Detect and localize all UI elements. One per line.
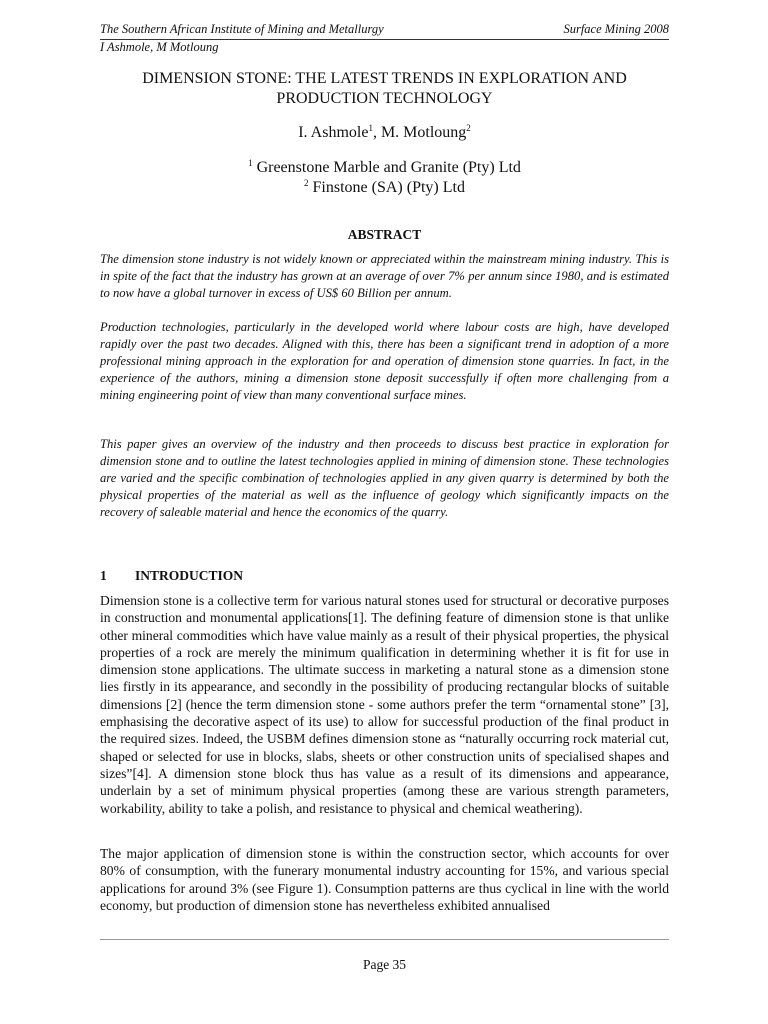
page-number: Page 35 — [362, 957, 407, 972]
abstract-paragraph-2: Production technologies, particularly in the developed world where labour costs are high, have developed rapidly over the past two decades. Aligned with this, there has been a significant trend in adoption of a more professional mining approach in the exploration for and operation of dimension stone quarries. In fact, in the experience of the authors, mining a dimension stone deposit successfully if often more challenging from a mining engineering point of view than many conventional surface mines. — [100, 320, 669, 402]
section-heading — [100, 568, 243, 584]
header-institute: The Southern African Institute of Mining and Metallurgy — [100, 22, 384, 36]
author-1: I. Ashmole — [298, 124, 369, 141]
abstract-heading: ABSTRACT — [347, 227, 422, 242]
affiliation-1-text: Greenstone Marble and Granite (Pty) Ltd — [256, 159, 521, 176]
author-2-sup: 2 — [466, 123, 471, 133]
section-title: INTRODUCTION — [135, 568, 244, 583]
author-2: M. Motloung — [380, 124, 467, 141]
running-header — [100, 22, 669, 37]
title-line-1: DIMENSION STONE: THE LATEST TRENDS IN EXPLORATION AND — [142, 70, 627, 87]
author-line: I. Ashmole$^1$, M. Motloung$^2$ — [298, 123, 471, 141]
abstract-paragraph-3: This paper gives an overview of the industry and then proceeds to discuss best practice in exploration for dimension stone and to outline the latest technologies applied in mining of dimension stone. These technologies are varied and the specific combination of technologies applied in any given quarry is determined by both the physical properties of the material as well as the influence of geology which significantly impacts on the recovery of saleable material and hence the economics of the quarry. — [100, 437, 669, 519]
abstract-paragraph-1: The dimension stone industry is not widely known or appreciated within the mainstream mining industry. This is in spite of the fact that the industry has grown at an average of over 7% per annum since 1980, and is estimated to now have a global turnover in excess of US$ 60 Billion per annum. — [100, 252, 669, 300]
author-1-sup: 1 — [368, 123, 373, 133]
affiliations — [100, 158, 669, 198]
affiliation-2-text: Finstone (SA) (Pty) Ltd — [312, 179, 465, 196]
intro-paragraph-1: Dimension stone is a collective term for various natural stones used for structural or decorative purposes in construction and monumental applications[1]. The defining feature of dimension stone is that unlike other mineral commodities which have value mainly as a result of their physical properties, the physical properties of a rock are merely the minimum qualification in determining whether it is fit for use in dimension stone applications. The ultimate success in marketing a natural stone as a dimension stone lies firstly in its appearance, and secondly in the possibility of producing rectangular blocks of suitable dimensions [2] (hence the term dimension stone - some authors prefer the term “ornamental stone” [3], emphasising the decorative aspect of its use) to allow for successful production of the final product in the required sizes. Indeed, the USBM defines dimension stone as “naturally occurring rock material cut, shaped or selected for use in blocks, slabs, sheets or other construction units of specialised shapes and sizes”[4]. A dimension stone block thus has value as a result of its dimensions and appearance, underlain by a set of minimum physical properties (among these are various strength parameters, workability, ability to take a polish, and resistance to physical and chemical weathering). — [100, 593, 669, 816]
section-number: 1 — [100, 568, 107, 583]
affiliation-2-sup: 2 — [304, 178, 309, 188]
affiliation-2 — [100, 178, 669, 198]
intro-paragraph-2: The major application of dimension stone is within the construction sector, which accounts for over 80% of consumption, with the funerary monumental industry accounting for 15%, and various special applications for around 3% (see Figure 1). Consumption patterns are thus cyclical in line with the world economy, but production of dimension stone has nevertheless exhibited annualised — [100, 846, 669, 913]
footer-rule — [100, 939, 669, 940]
header-conference: Surface Mining 2008 — [563, 22, 669, 36]
paper-title — [100, 69, 669, 109]
affiliation-1-sup: 1 — [248, 158, 253, 168]
header-authors: I Ashmole, M Motloung — [100, 40, 219, 54]
title-line-2: PRODUCTION TECHNOLOGY — [276, 90, 493, 107]
affiliation-1 — [100, 158, 669, 178]
